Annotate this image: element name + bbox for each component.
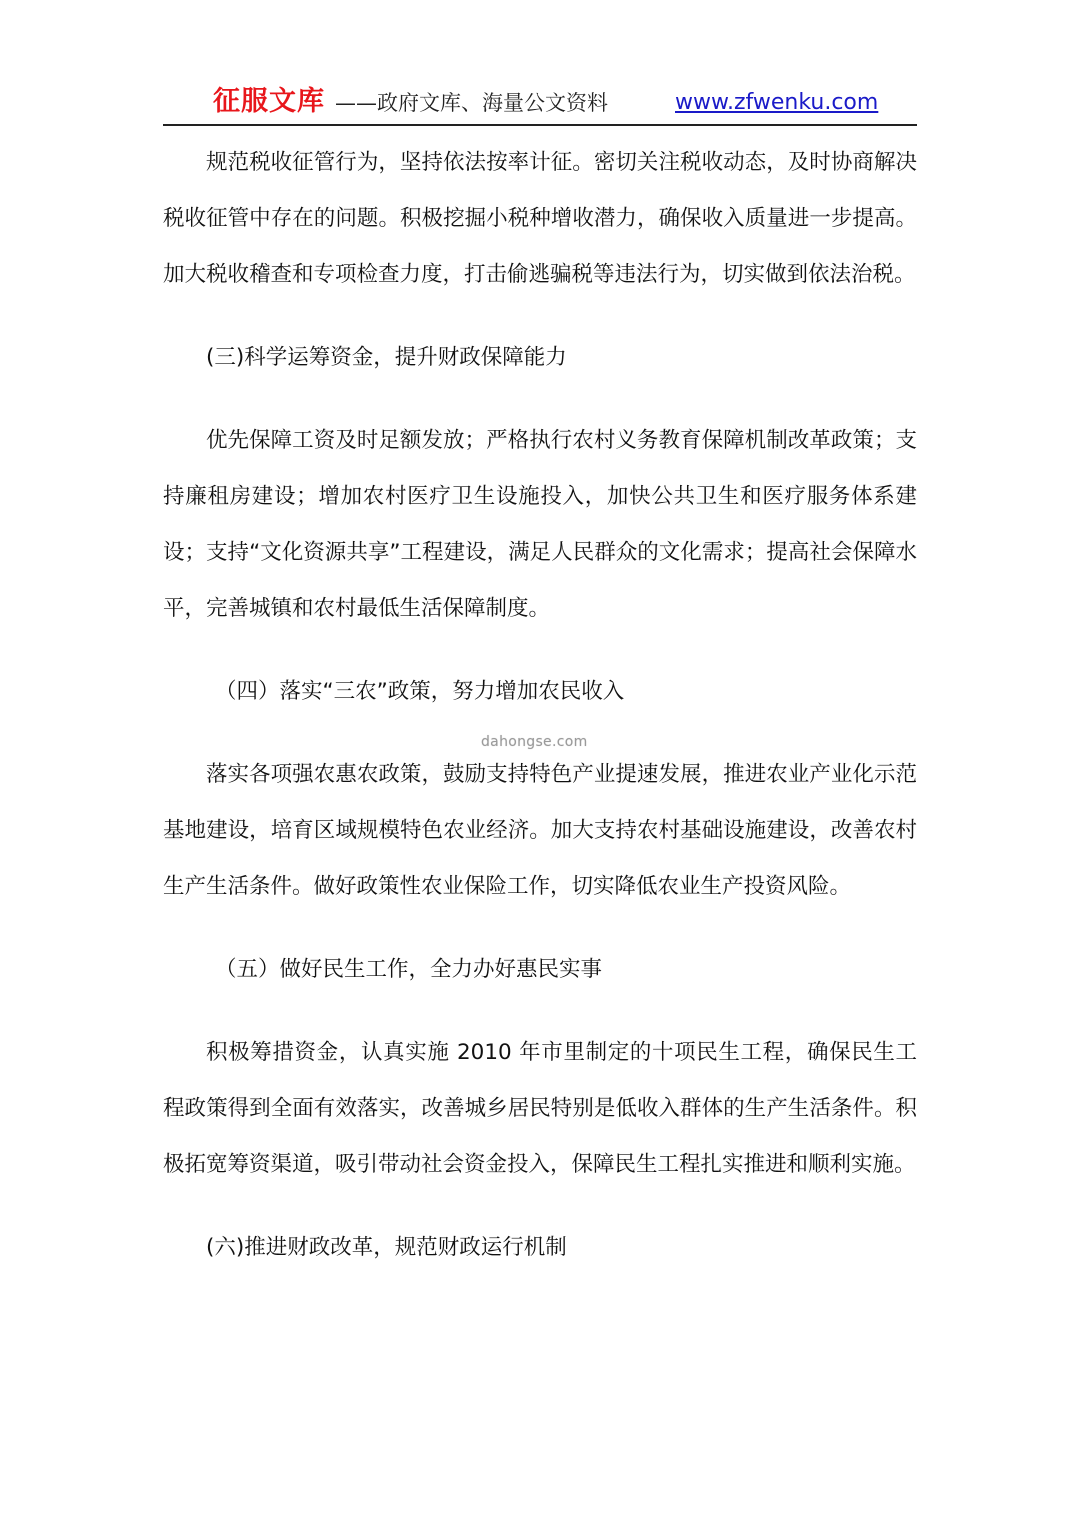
heading-section-3: (三)科学运筹资金，提升财政保障能力 bbox=[206, 345, 567, 370]
watermark-text: dahongse.com bbox=[481, 734, 588, 750]
paragraph-agriculture-policy: 落实各项强农惠农政策，鼓励支持特色产业提速发展，推进农业产业化示范基地建设，培育区域规模特色农业经济。加大支持农村基础设施建设，改善农村生产生活条件。做好政策性农业保险工作，切实降低农业生产投资风险。 bbox=[163, 762, 917, 899]
heading-section-6: (六)推进财政改革，规范财政运行机制 bbox=[206, 1235, 567, 1260]
page-header bbox=[163, 84, 917, 126]
brand-logo-text: 征服文库 bbox=[213, 86, 325, 117]
heading-section-5: （五）做好民生工作，全力办好惠民实事 bbox=[215, 957, 603, 982]
heading-section-4: （四）落实“三农”政策，努力增加农民收入 bbox=[215, 679, 625, 704]
paragraph-tax-administration: 规范税收征管行为，坚持依法按率计征。密切关注税收动态，及时协商解决税收征管中存在的问题。积极挖掘小税种增收潜力，确保收入质量进一步提高。加大税收稽查和专项检查力度，打击偷逃骗税等违法行为，切实做到依法治税。 bbox=[163, 150, 917, 287]
paragraph-livelihood-projects: 积极筹措资金，认真实施 2010 年市里制定的十项民生工程，确保民生工程政策得到全面有效落实，改善城乡居民特别是低收入群体的生产生活条件。积极拓宽筹资渠道，吸引带动社会资金投入，保障民生工程扎实推进和顺利实施。 bbox=[163, 1040, 917, 1177]
header-tagline: ——政府文库、海量公文资料 bbox=[335, 91, 608, 115]
site-url-link[interactable]: www.zfwenku.com bbox=[675, 90, 879, 115]
document-body bbox=[163, 135, 917, 1276]
paragraph-fund-allocation: 优先保障工资及时足额发放；严格执行农村义务教育保障机制改革政策；支持廉租房建设；增加农村医疗卫生设施投入，加快公共卫生和医疗服务体系建设；支持“文化资源共享”工程建设，满足人民群众的文化需求；提高社会保障水平，完善城镇和农村最低生活保障制度。 bbox=[163, 428, 917, 621]
